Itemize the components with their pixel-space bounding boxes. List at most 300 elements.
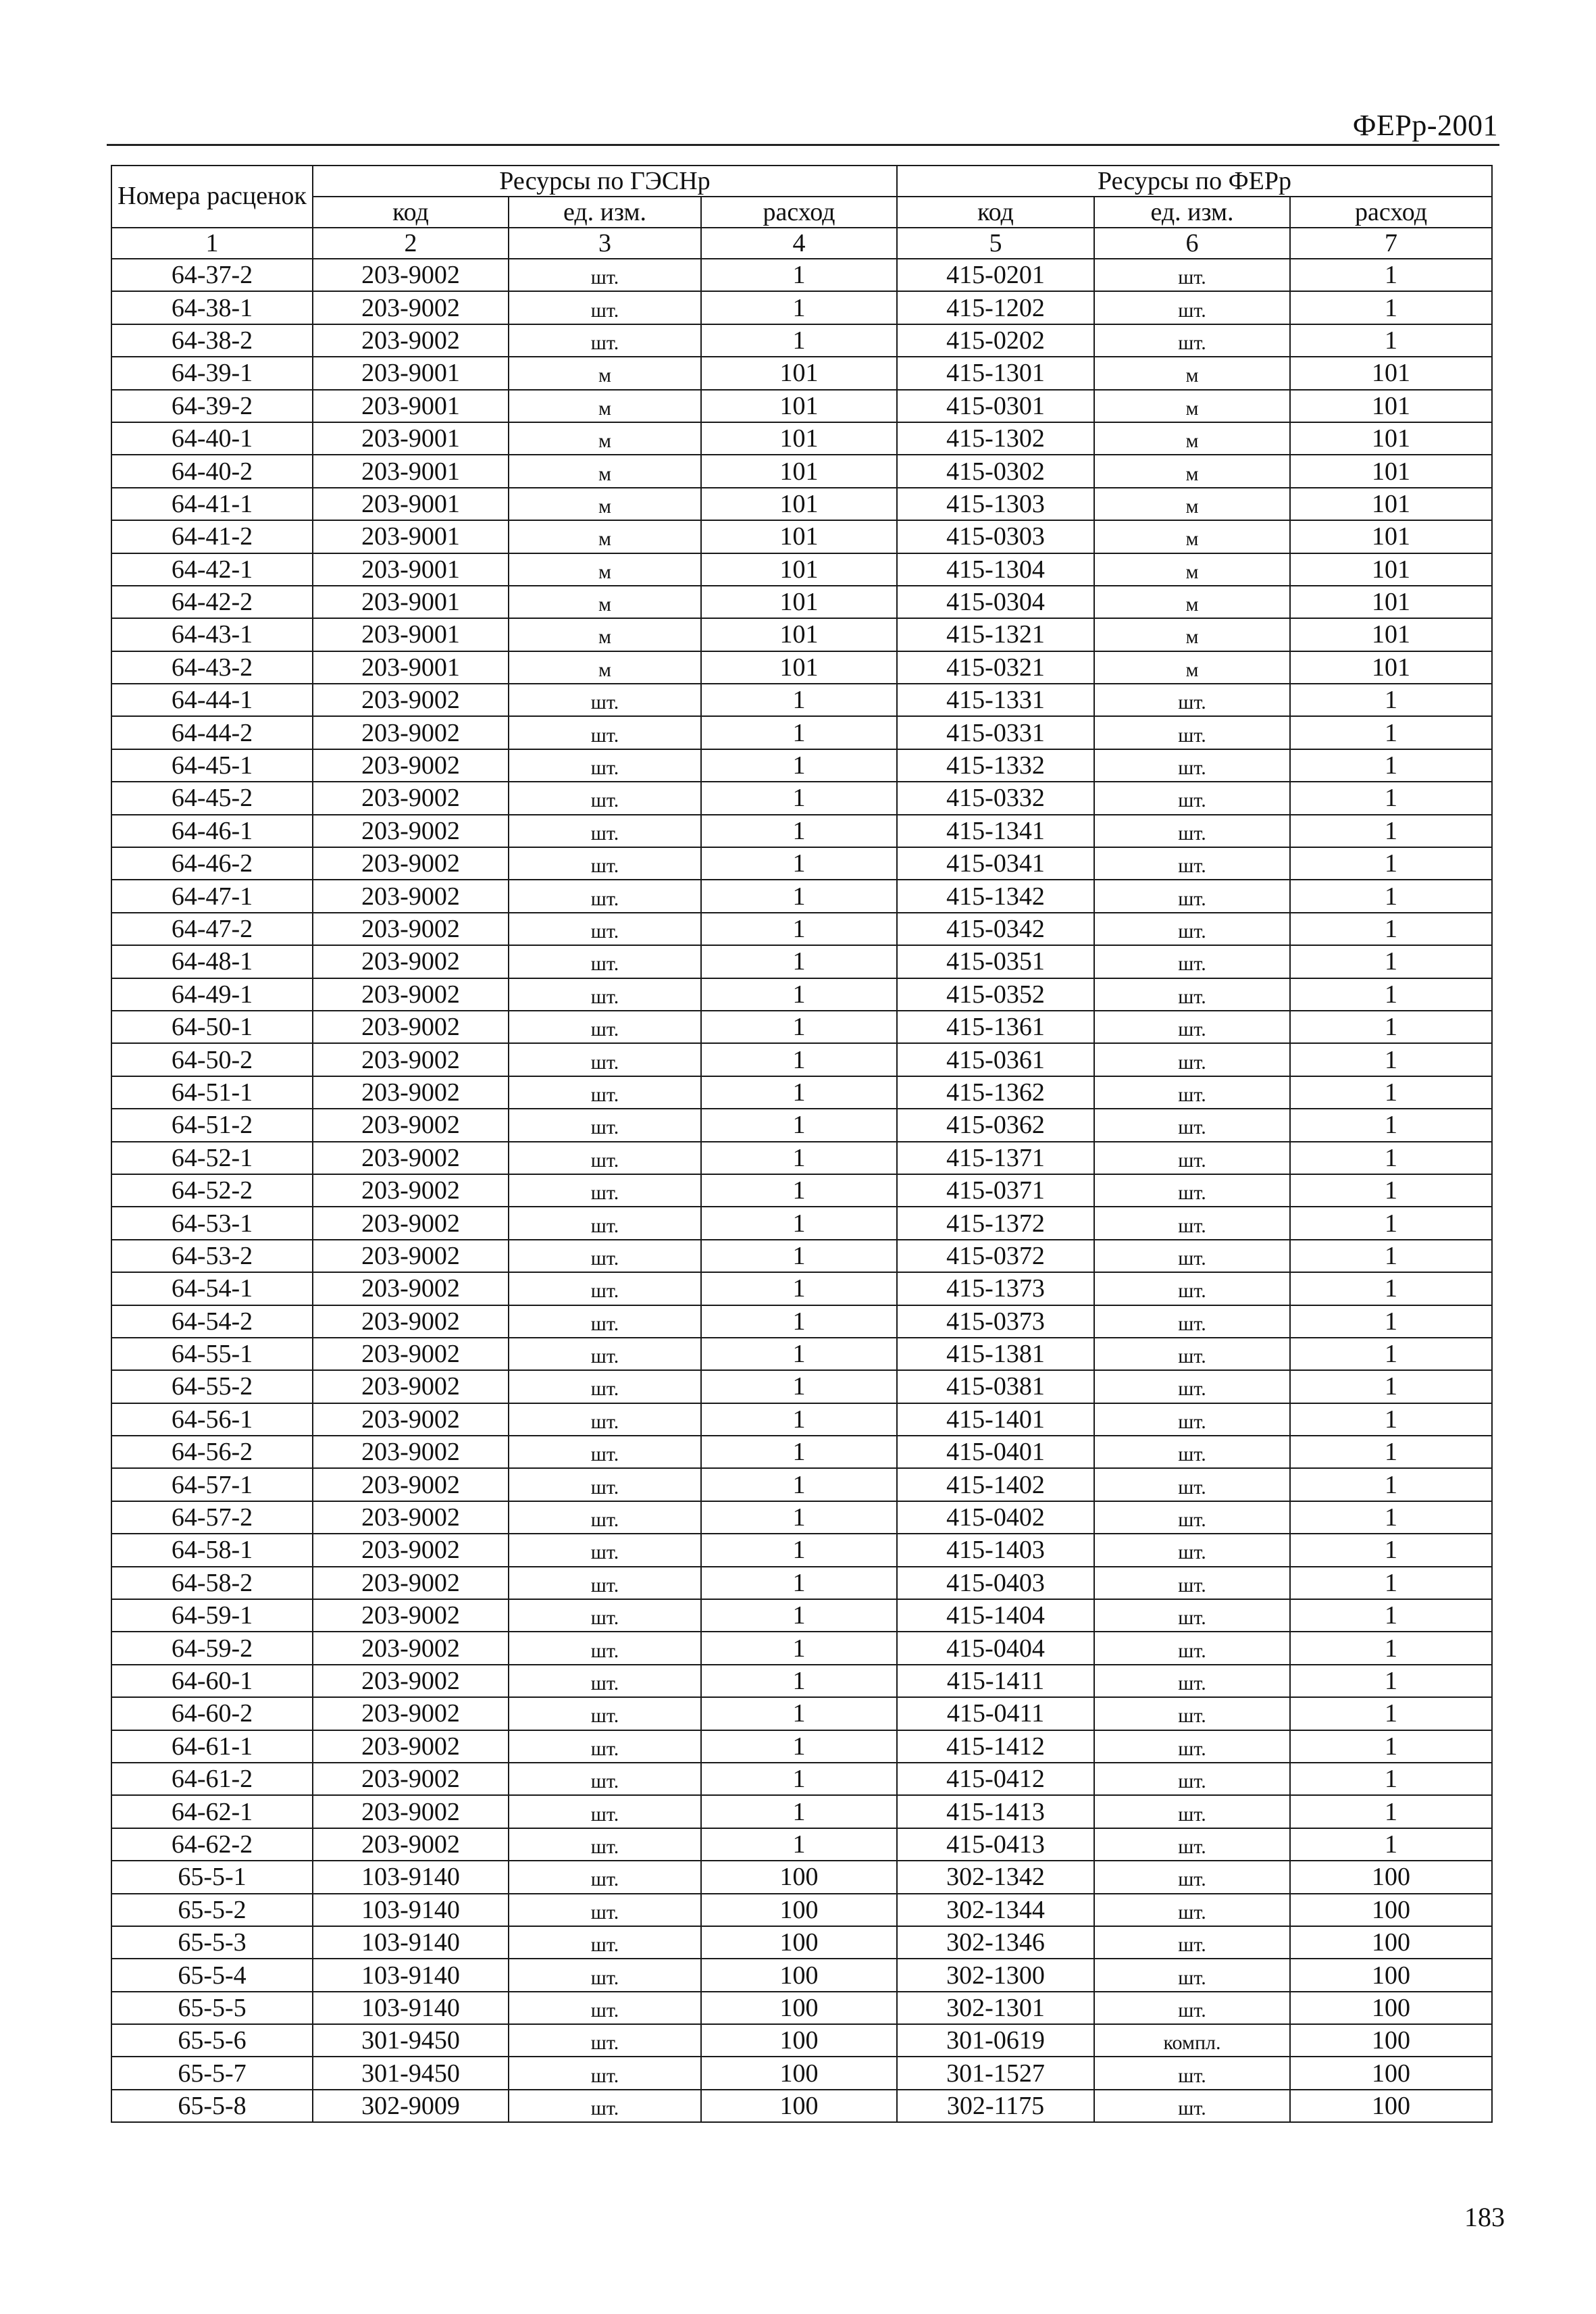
- gesn-code-cell: 203-9002: [313, 1567, 509, 1599]
- fer-consumption-cell: 1: [1290, 716, 1492, 749]
- table-row: [111, 1828, 1492, 1861]
- gesn-consumption-cell: 1: [701, 1338, 897, 1370]
- rate-number-cell: 64-38-1: [111, 291, 313, 324]
- fer-consumption-cell: 101: [1290, 357, 1492, 389]
- gesn-code-cell: 203-9002: [313, 684, 509, 716]
- fer-code-cell: 415-0362: [897, 1109, 1094, 1141]
- fer-code-cell: 415-1404: [897, 1599, 1094, 1632]
- gesn-unit-cell: шт.: [509, 1436, 701, 1468]
- fer-code-cell: 415-0402: [897, 1501, 1094, 1534]
- fer-consumption-cell: 1: [1290, 978, 1492, 1011]
- gesn-code-cell: 203-9002: [313, 1207, 509, 1239]
- gesn-unit-cell: шт.: [509, 847, 701, 880]
- fer-consumption-cell: 1: [1290, 1043, 1492, 1076]
- gesn-consumption-cell: 1: [701, 1370, 897, 1403]
- fer-unit-cell: шт.: [1094, 1142, 1290, 1174]
- fer-code-cell: 415-0361: [897, 1043, 1094, 1076]
- gesn-unit-cell: шт.: [509, 1861, 701, 1893]
- fer-consumption-cell: 1: [1290, 1534, 1492, 1566]
- gesn-consumption-cell: 1: [701, 1076, 897, 1109]
- fer-consumption-cell: 101: [1290, 488, 1492, 520]
- gesn-unit-cell: шт.: [509, 815, 701, 847]
- rate-number-cell: 64-41-1: [111, 488, 313, 520]
- table-row: [111, 913, 1492, 945]
- table-row: [111, 749, 1492, 782]
- fer-consumption-cell: 1: [1290, 1109, 1492, 1141]
- fer-code-cell: 415-0413: [897, 1828, 1094, 1861]
- table-row: [111, 520, 1492, 553]
- fer-consumption-cell: 101: [1290, 553, 1492, 586]
- gesn-unit-cell: шт.: [509, 1403, 701, 1436]
- gesn-consumption-cell: 1: [701, 1207, 897, 1239]
- gesn-code-cell: 203-9002: [313, 324, 509, 357]
- resources-table: [111, 165, 1493, 2123]
- fer-consumption-cell: 101: [1290, 520, 1492, 553]
- gesn-code-cell: 203-9001: [313, 553, 509, 586]
- table-row: [111, 945, 1492, 978]
- gesn-unit-cell: шт.: [509, 324, 701, 357]
- table-row: [111, 357, 1492, 389]
- fer-code-cell: 415-1403: [897, 1534, 1094, 1566]
- table-body: [111, 259, 1492, 2122]
- fer-unit-cell: шт.: [1094, 1403, 1290, 1436]
- fer-code-cell: 415-1402: [897, 1468, 1094, 1501]
- gesn-consumption-cell: 1: [701, 1795, 897, 1828]
- gesn-code-cell: 203-9002: [313, 880, 509, 912]
- table-row: [111, 1665, 1492, 1697]
- gesn-code-cell: 203-9002: [313, 1697, 509, 1730]
- gesn-code-cell: 302-9009: [313, 2090, 509, 2122]
- gesn-consumption-cell: 101: [701, 520, 897, 553]
- gesn-consumption-cell: 1: [701, 1730, 897, 1763]
- table-row: [111, 716, 1492, 749]
- gesn-unit-cell: шт.: [509, 716, 701, 749]
- gesn-consumption-cell: 1: [701, 1599, 897, 1632]
- rate-number-cell: 64-59-1: [111, 1599, 313, 1632]
- table-row: [111, 1992, 1492, 2024]
- fer-unit-cell: шт.: [1094, 1534, 1290, 1566]
- gesn-code-cell: 203-9001: [313, 357, 509, 389]
- gesn-unit-cell: шт.: [509, 1011, 701, 1043]
- gesn-code-cell: 203-9002: [313, 1370, 509, 1403]
- fer-code-cell: 415-1361: [897, 1011, 1094, 1043]
- gesn-code-cell: 203-9002: [313, 1305, 509, 1338]
- gesn-code-cell: 203-9002: [313, 1763, 509, 1795]
- fer-consumption-cell: 1: [1290, 1599, 1492, 1632]
- table-row: [111, 1240, 1492, 1272]
- fer-consumption-cell: 1: [1290, 1011, 1492, 1043]
- table-row: [111, 1959, 1492, 1991]
- fer-consumption-cell: 100: [1290, 1959, 1492, 1991]
- fer-consumption-cell: 1: [1290, 259, 1492, 291]
- gesn-code-cell: 203-9002: [313, 1665, 509, 1697]
- rate-number-cell: 64-43-2: [111, 651, 313, 684]
- rate-number-cell: 64-58-1: [111, 1534, 313, 1566]
- gesn-consumption-cell: 1: [701, 684, 897, 716]
- rate-number-cell: 64-46-1: [111, 815, 313, 847]
- gesn-unit-cell: шт.: [509, 1567, 701, 1599]
- fer-consumption-cell: 100: [1290, 1992, 1492, 2024]
- rate-number-cell: 65-5-4: [111, 1959, 313, 1991]
- fer-resources-header: Ресурсы по ФЕРр: [897, 166, 1492, 197]
- table-row: [111, 1011, 1492, 1043]
- gesn-code-cell: 203-9002: [313, 1109, 509, 1141]
- gesn-code-cell: 203-9002: [313, 1043, 509, 1076]
- gesn-code-cell: 301-9450: [313, 2024, 509, 2057]
- rate-number-cell: 64-56-2: [111, 1436, 313, 1468]
- table-row: [111, 259, 1492, 291]
- fer-unit-cell: шт.: [1094, 1305, 1290, 1338]
- gesn-unit-cell: м: [509, 618, 701, 651]
- fer-unit-cell: м: [1094, 618, 1290, 651]
- document-header-title: ФЕРр-2001: [1352, 109, 1498, 142]
- gesn-unit-cell: шт.: [509, 945, 701, 978]
- gesn-code-cell: 203-9002: [313, 1468, 509, 1501]
- gesn-consumption-cell: 1: [701, 291, 897, 324]
- gesn-consumption-cell: 101: [701, 357, 897, 389]
- gesn-code-cell: 203-9001: [313, 618, 509, 651]
- gesn-unit-cell: шт.: [509, 1370, 701, 1403]
- gesn-unit-cell: м: [509, 651, 701, 684]
- rate-number-cell: 64-49-1: [111, 978, 313, 1011]
- fer-code-cell: 415-1303: [897, 488, 1094, 520]
- rate-number-cell: 65-5-5: [111, 1992, 313, 2024]
- gesn-code-cell: 203-9002: [313, 913, 509, 945]
- fer-consumption-cell: 1: [1290, 749, 1492, 782]
- fer-code-cell: 415-1372: [897, 1207, 1094, 1239]
- gesn-unit-cell: шт.: [509, 2024, 701, 2057]
- fer-code-cell: 415-1202: [897, 291, 1094, 324]
- rate-number-cell: 64-47-1: [111, 880, 313, 912]
- rate-number-cell: 64-47-2: [111, 913, 313, 945]
- fer-consumption-cell: 1: [1290, 1828, 1492, 1861]
- gesn-consumption-cell: 1: [701, 1043, 897, 1076]
- rate-number-cell: 64-44-2: [111, 716, 313, 749]
- gesn-unit-cell: м: [509, 422, 701, 455]
- rate-number-cell: 64-61-2: [111, 1763, 313, 1795]
- fer-code-cell: 415-1341: [897, 815, 1094, 847]
- rate-number-cell: 64-55-2: [111, 1370, 313, 1403]
- fer-unit-cell: шт.: [1094, 259, 1290, 291]
- gesn-unit-cell: шт.: [509, 1795, 701, 1828]
- gesn-code-cell: 301-9450: [313, 2057, 509, 2089]
- fer-unit-cell: шт.: [1094, 1501, 1290, 1534]
- column-number: 1: [111, 228, 313, 259]
- fer-unit-cell: шт.: [1094, 1828, 1290, 1861]
- gesn-unit-cell: шт.: [509, 1763, 701, 1795]
- gesn-unit-cell: шт.: [509, 1697, 701, 1730]
- fer-consumption-cell: 1: [1290, 1403, 1492, 1436]
- gesn-unit-cell: шт.: [509, 1109, 701, 1141]
- gesn-code-cell: 203-9002: [313, 945, 509, 978]
- rate-number-cell: 64-54-2: [111, 1305, 313, 1338]
- rate-number-cell: 64-54-1: [111, 1272, 313, 1305]
- fer-consumption-cell: 1: [1290, 913, 1492, 945]
- fer-unit-cell: шт.: [1094, 880, 1290, 912]
- fer-code-cell: 415-0351: [897, 945, 1094, 978]
- rate-number-cell: 64-53-2: [111, 1240, 313, 1272]
- fer-unit-cell: шт.: [1094, 1011, 1290, 1043]
- rate-number-cell: 64-55-1: [111, 1338, 313, 1370]
- rate-number-cell: 64-61-1: [111, 1730, 313, 1763]
- rate-number-cell: 64-46-2: [111, 847, 313, 880]
- gesn-code-cell: 203-9002: [313, 847, 509, 880]
- table-row: [111, 1861, 1492, 1893]
- fer-unit-cell: шт.: [1094, 1567, 1290, 1599]
- gesn-code-cell: 203-9002: [313, 1501, 509, 1534]
- fer-unit-cell: шт.: [1094, 716, 1290, 749]
- table-row: [111, 1599, 1492, 1632]
- fer-unit-cell: шт.: [1094, 1697, 1290, 1730]
- table-row: [111, 782, 1492, 814]
- rate-number-cell: 64-43-1: [111, 618, 313, 651]
- fer-unit-cell: шт.: [1094, 1992, 1290, 2024]
- rate-number-cell: 64-40-2: [111, 455, 313, 487]
- table-row: [111, 1370, 1492, 1403]
- table-row: [111, 684, 1492, 716]
- table-row: [111, 2057, 1492, 2089]
- gesn-consumption-cell: 1: [701, 1468, 897, 1501]
- fer-unit-cell: м: [1094, 651, 1290, 684]
- rate-number-cell: 64-45-2: [111, 782, 313, 814]
- header-divider: [107, 144, 1499, 146]
- table-row: [111, 390, 1492, 422]
- fer-consumption-cell: 1: [1290, 815, 1492, 847]
- fer-unit-cell: шт.: [1094, 2057, 1290, 2089]
- gesn-unit-cell: шт.: [509, 1730, 701, 1763]
- fer-code-cell: 415-1342: [897, 880, 1094, 912]
- fer-unit-cell: м: [1094, 488, 1290, 520]
- fer-consumption-cell: 1: [1290, 1763, 1492, 1795]
- gesn-code-cell: 203-9001: [313, 586, 509, 618]
- gesn-consumption-cell: 1: [701, 1142, 897, 1174]
- fer-code-cell: 415-0201: [897, 259, 1094, 291]
- fer-code-cell: 302-1346: [897, 1926, 1094, 1959]
- gesn-consumption-cell: 101: [701, 651, 897, 684]
- fer-unit-cell: шт.: [1094, 1894, 1290, 1926]
- fer-unit-cell: шт.: [1094, 1338, 1290, 1370]
- rate-number-cell: 64-37-2: [111, 259, 313, 291]
- fer-code-cell: 302-1342: [897, 1861, 1094, 1893]
- fer-code-cell: 415-1332: [897, 749, 1094, 782]
- fer-unit-cell: шт.: [1094, 1370, 1290, 1403]
- rate-number-cell: 64-58-2: [111, 1567, 313, 1599]
- rate-number-cell: 64-42-2: [111, 586, 313, 618]
- table-row: [111, 1043, 1492, 1076]
- gesn-code-cell: 203-9002: [313, 1795, 509, 1828]
- fer-unit-cell: шт.: [1094, 1795, 1290, 1828]
- fer-unit-cell: шт.: [1094, 945, 1290, 978]
- table-row: [111, 1436, 1492, 1468]
- gesn-code-cell: 203-9002: [313, 1272, 509, 1305]
- rate-number-cell: 64-62-2: [111, 1828, 313, 1861]
- gesn-unit-cell: шт.: [509, 1501, 701, 1534]
- table-row: [111, 1076, 1492, 1109]
- gesn-code-cell: 203-9001: [313, 651, 509, 684]
- gesn-consumption-cell: 1: [701, 1763, 897, 1795]
- rate-number-cell: 64-41-2: [111, 520, 313, 553]
- rate-number-cell: 64-51-2: [111, 1109, 313, 1141]
- gesn-consumption-cell: 100: [701, 2057, 897, 2089]
- table-row: [111, 1142, 1492, 1174]
- gesn-consumption-cell: 1: [701, 847, 897, 880]
- table-row: [111, 2090, 1492, 2122]
- gesn-code-cell: 203-9002: [313, 749, 509, 782]
- table-row: [111, 1894, 1492, 1926]
- fer-consumption-cell: 1: [1290, 1174, 1492, 1207]
- gesn-consumption-cell: 1: [701, 782, 897, 814]
- fer-unit-cell: м: [1094, 390, 1290, 422]
- fer-code-cell: 301-1527: [897, 2057, 1094, 2089]
- rate-number-cell: 65-5-3: [111, 1926, 313, 1959]
- fer-code-cell: 415-1401: [897, 1403, 1094, 1436]
- sub-header-row: [111, 197, 1492, 228]
- table-row: [111, 1207, 1492, 1239]
- gesn-consumption-cell: 1: [701, 1272, 897, 1305]
- fer-code-cell: 415-0401: [897, 1436, 1094, 1468]
- fer-consumption-cell: 1: [1290, 1142, 1492, 1174]
- fer-code-cell: 415-0332: [897, 782, 1094, 814]
- fer-code-cell: 415-1362: [897, 1076, 1094, 1109]
- gesn-consumption-cell: 100: [701, 1894, 897, 1926]
- column-numbers-row: [111, 228, 1492, 259]
- gesn-unit-cell: шт.: [509, 2090, 701, 2122]
- gesn-code-cell: 103-9140: [313, 1861, 509, 1893]
- rate-number-cell: 64-51-1: [111, 1076, 313, 1109]
- page-number: 183: [1464, 2202, 1505, 2232]
- gesn-unit-cell: м: [509, 520, 701, 553]
- gesn-consumption-cell: 101: [701, 455, 897, 487]
- fer-unit-cell: шт.: [1094, 1272, 1290, 1305]
- rate-number-cell: 64-52-1: [111, 1142, 313, 1174]
- fer-unit-cell: шт.: [1094, 1665, 1290, 1697]
- table-row: [111, 1501, 1492, 1534]
- fer-consumption-cell: 1: [1290, 880, 1492, 912]
- gesn-unit-cell: шт.: [509, 1959, 701, 1991]
- fer-unit-cell: шт.: [1094, 1599, 1290, 1632]
- gesn-unit-cell: шт.: [509, 1272, 701, 1305]
- gesn-code-cell: 203-9002: [313, 978, 509, 1011]
- fer-consumption-cell: 1: [1290, 1370, 1492, 1403]
- fer-consumption-cell: 101: [1290, 455, 1492, 487]
- table-row: [111, 880, 1492, 912]
- table-row: [111, 324, 1492, 357]
- fer-consumption-cell: 1: [1290, 1305, 1492, 1338]
- rate-number-cell: 64-50-1: [111, 1011, 313, 1043]
- fer-code-cell: 415-0411: [897, 1697, 1094, 1730]
- column-number: 3: [509, 228, 701, 259]
- gesn-unit-cell: шт.: [509, 1632, 701, 1664]
- fer-code-cell: 415-0331: [897, 716, 1094, 749]
- gesn-consumption-cell: 101: [701, 618, 897, 651]
- fer-code-cell: 415-0371: [897, 1174, 1094, 1207]
- gesn-code-cell: 203-9001: [313, 488, 509, 520]
- gesn-consumption-cell: 1: [701, 815, 897, 847]
- gesn-code-cell: 103-9140: [313, 1992, 509, 2024]
- gesn-unit-cell: шт.: [509, 749, 701, 782]
- fer-code-cell: 415-0352: [897, 978, 1094, 1011]
- gesn-unit-cell: шт.: [509, 1599, 701, 1632]
- gesn-unit-cell: шт.: [509, 1043, 701, 1076]
- gesn-unit-cell: шт.: [509, 1534, 701, 1566]
- rate-number-cell: 65-5-1: [111, 1861, 313, 1893]
- fer-code-cell: 415-1411: [897, 1665, 1094, 1697]
- fer-code-cell: 301-0619: [897, 2024, 1094, 2057]
- fer-code-cell: 302-1344: [897, 1894, 1094, 1926]
- rates-column-header: Номера расценок: [111, 166, 313, 228]
- fer-code-cell: 415-1373: [897, 1272, 1094, 1305]
- fer-unit-cell: м: [1094, 553, 1290, 586]
- gesn-unit-cell: шт.: [509, 1468, 701, 1501]
- fer-consumption-cell: 100: [1290, 2090, 1492, 2122]
- rate-number-cell: 64-50-2: [111, 1043, 313, 1076]
- fer-code-cell: 415-1381: [897, 1338, 1094, 1370]
- table-row: [111, 1109, 1492, 1141]
- fer-consumption-cell: 1: [1290, 782, 1492, 814]
- fer-consumption-cell: 1: [1290, 684, 1492, 716]
- rate-number-cell: 64-60-1: [111, 1665, 313, 1697]
- gesn-consumption-cell: 1: [701, 1534, 897, 1566]
- table-row: [111, 1763, 1492, 1795]
- fer-code-cell: 415-0302: [897, 455, 1094, 487]
- fer-consumption-cell: 1: [1290, 847, 1492, 880]
- fer-consumption-cell: 101: [1290, 422, 1492, 455]
- gesn-consumption-header: расход: [701, 197, 897, 228]
- fer-unit-cell: шт.: [1094, 1174, 1290, 1207]
- gesn-unit-cell: шт.: [509, 1142, 701, 1174]
- gesn-consumption-cell: 1: [701, 1305, 897, 1338]
- rate-number-cell: 64-48-1: [111, 945, 313, 978]
- rate-number-cell: 65-5-2: [111, 1894, 313, 1926]
- gesn-consumption-cell: 100: [701, 2090, 897, 2122]
- gesn-consumption-cell: 1: [701, 1240, 897, 1272]
- fer-consumption-cell: 100: [1290, 1894, 1492, 1926]
- fer-unit-cell: шт.: [1094, 1730, 1290, 1763]
- gesn-consumption-cell: 100: [701, 1959, 897, 1991]
- fer-consumption-header: расход: [1290, 197, 1492, 228]
- fer-unit-cell: шт.: [1094, 782, 1290, 814]
- rate-number-cell: 64-59-2: [111, 1632, 313, 1664]
- gesn-code-cell: 103-9140: [313, 1959, 509, 1991]
- fer-code-cell: 415-1321: [897, 618, 1094, 651]
- gesn-consumption-cell: 1: [701, 324, 897, 357]
- gesn-unit-cell: м: [509, 455, 701, 487]
- fer-consumption-cell: 101: [1290, 651, 1492, 684]
- fer-unit-cell: шт.: [1094, 1468, 1290, 1501]
- fer-consumption-cell: 1: [1290, 1697, 1492, 1730]
- gesn-unit-cell: шт.: [509, 1305, 701, 1338]
- gesn-unit-cell: шт.: [509, 1894, 701, 1926]
- gesn-consumption-cell: 1: [701, 259, 897, 291]
- gesn-unit-cell: шт.: [509, 913, 701, 945]
- fer-unit-cell: шт.: [1094, 1436, 1290, 1468]
- gesn-consumption-cell: 1: [701, 913, 897, 945]
- gesn-consumption-cell: 1: [701, 1011, 897, 1043]
- rate-number-cell: 64-60-2: [111, 1697, 313, 1730]
- fer-code-cell: 415-0381: [897, 1370, 1094, 1403]
- fer-code-cell: 415-1301: [897, 357, 1094, 389]
- gesn-unit-cell: шт.: [509, 1992, 701, 2024]
- gesn-code-cell: 203-9002: [313, 1828, 509, 1861]
- fer-unit-cell: м: [1094, 422, 1290, 455]
- table-row: [111, 618, 1492, 651]
- fer-consumption-cell: 101: [1290, 618, 1492, 651]
- fer-consumption-cell: 101: [1290, 586, 1492, 618]
- gesn-consumption-cell: 101: [701, 422, 897, 455]
- gesn-consumption-cell: 100: [701, 1861, 897, 1893]
- gesn-code-cell: 203-9002: [313, 716, 509, 749]
- fer-unit-cell: шт.: [1094, 1632, 1290, 1664]
